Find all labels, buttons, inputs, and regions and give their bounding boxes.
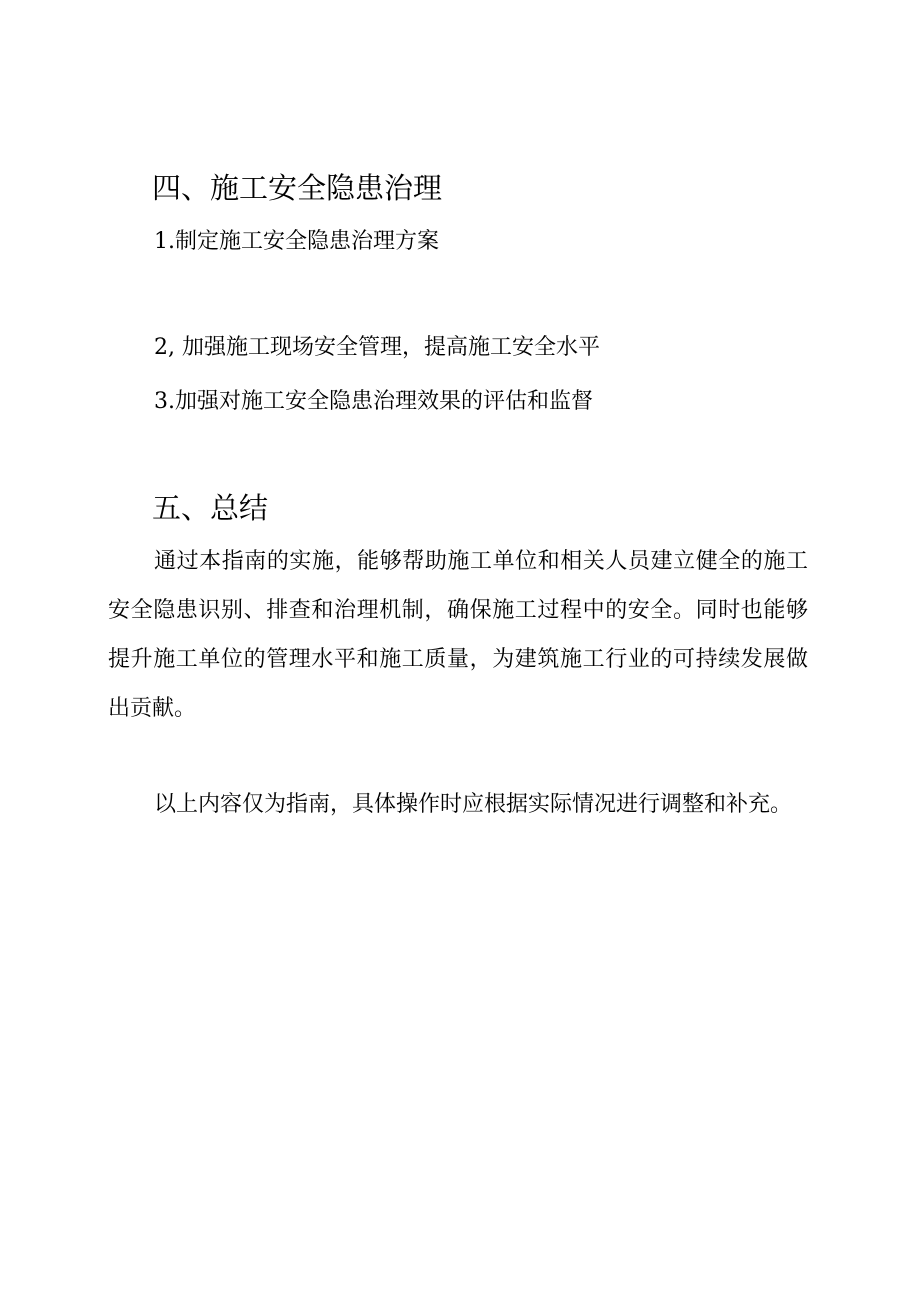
note-paragraph: 以上内容仅为指南，具体操作时应根据实际情况进行调整和补充。 [154,792,793,817]
section-4-item-2: 2, 加强施工现场安全管理，提高施工安全水平 [154,335,600,360]
summary-paragraph: 通过本指南的实施，能够帮助施工单位和相关人员建立健全的施工安全隐患识别、排查和治理机制，确保施工过程中的安全。同时也能够提升施工单位的管理水平和施工质量，为建筑施工行业的可持续发展做出贡献。 [108,549,808,721]
section-4-item-3: 3.加强对施工安全隐患治理效果的评估和监督 [154,389,593,414]
section-4-item-1: 1.制定施工安全隐患治理方案 [154,229,439,254]
section-4-heading: 四、施工安全隐患治理 [152,171,443,205]
section-5-heading: 五、总结 [152,491,269,525]
